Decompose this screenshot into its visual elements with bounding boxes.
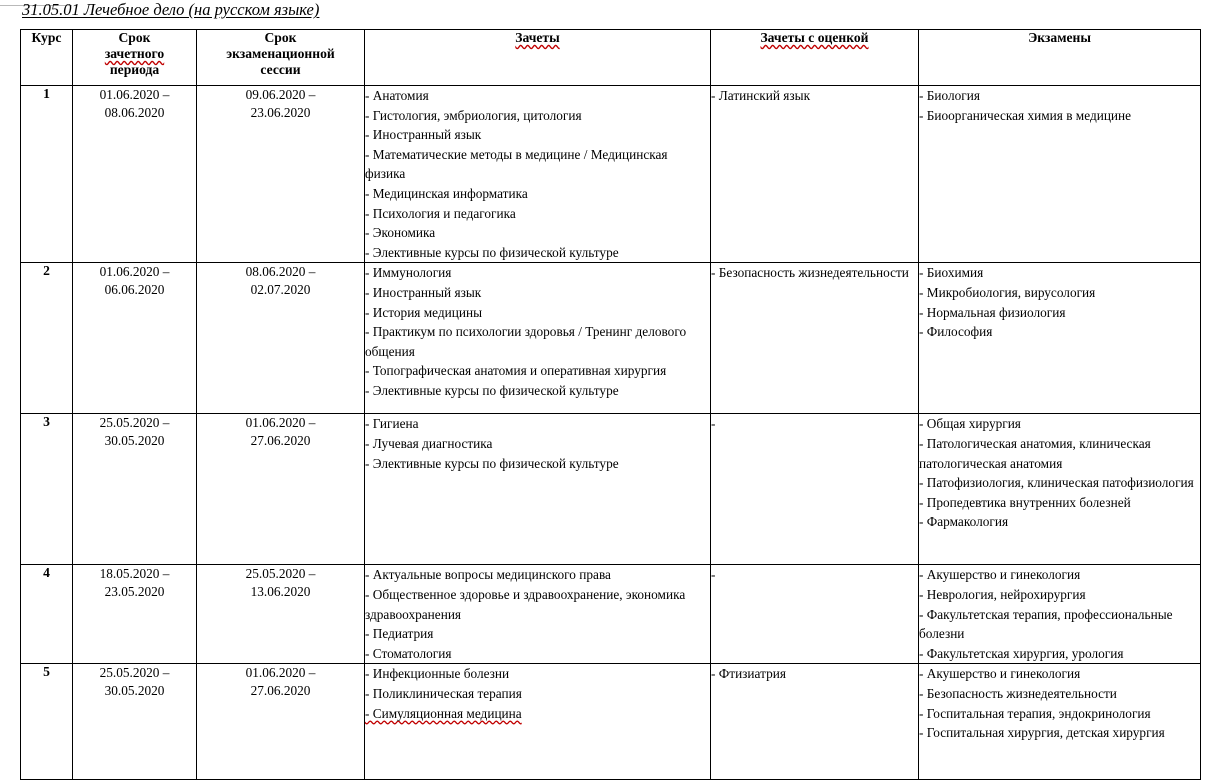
cell-exams (919, 664, 1201, 780)
cell-exams-item: - Госпитальная хирургия, детская хирургия (919, 725, 1165, 741)
cell-exams-item: - Факультетская хирургия, урология (919, 645, 1124, 661)
column-header-credit-period-line1: Срок (118, 30, 151, 45)
cell-exam-session (197, 414, 365, 565)
cell-course: 3 (21, 414, 73, 565)
cell-zachety-item: - Гигиена (365, 416, 419, 432)
credit-period-date: 30.05.2020 (104, 683, 165, 699)
credit-period-date: 25.05.2020 – (99, 415, 170, 431)
cell-zachety-item: - Поликлиническая терапия (365, 685, 522, 701)
column-header-zachety-graded-label: Зачеты с оценкой (760, 30, 869, 45)
table-body (21, 86, 1201, 780)
column-header-course-label: Курс (31, 30, 62, 45)
credit-period-date: 01.06.2020 – (99, 87, 170, 102)
cell-zachety-item: - Медицинская информатика (365, 185, 528, 201)
exam-session-date: 09.06.2020 – (245, 87, 316, 102)
cell-zachety-graded (711, 263, 919, 414)
cell-exam-session (197, 664, 365, 780)
cell-course: 5 (21, 664, 73, 780)
cell-exams-item: - Неврология, нейрохирургия (919, 586, 1086, 602)
cell-exams-item: - Общая хирургия (919, 416, 1021, 432)
cell-zachety-item: - Практикум по психологии здоровья / Тренинг делового общения (365, 324, 687, 359)
cell-course: 2 (21, 263, 73, 414)
cell-exams-item: - Философия (919, 324, 993, 340)
cell-zachety-item-text: - Симуляционная медицина (365, 705, 522, 721)
exam-session-date: 25.05.2020 – (245, 566, 316, 582)
cell-zachety-item: - Иммунология (365, 265, 452, 281)
cell-zachety-graded (711, 664, 919, 780)
cell-exams-item: - Акушерство и гинекология (919, 567, 1081, 583)
cell-zachety (365, 565, 711, 664)
cell-zachety-item: - Общественное здоровье и здравоохранение, экономика здравоохранения (365, 586, 686, 622)
credit-period-date: 25.05.2020 – (99, 665, 170, 681)
cell-zachety-graded (711, 414, 919, 565)
column-header-zachety (365, 30, 711, 86)
column-header-exams (919, 30, 1201, 86)
cell-exams-item: - Биохимия (919, 265, 984, 281)
credit-period-date: 01.06.2020 – (99, 264, 170, 280)
credit-period-date: 18.05.2020 – (99, 566, 170, 582)
cell-course: 4 (21, 565, 73, 664)
cell-zachety-graded-item: - Латинский язык (711, 88, 811, 103)
column-header-course (21, 30, 73, 86)
cell-course: 1 (21, 86, 73, 263)
credit-period-date: 23.05.2020 (104, 584, 165, 600)
page-title: 31.05.01 Лечебное дело (на русском языке) (22, 0, 320, 19)
cell-exam-session (197, 263, 365, 414)
cell-zachety-item: - Математические методы в медицине / Медицинская физика (365, 146, 668, 182)
cell-exams-item: - Патофизиология, клиническая патофизиология (919, 475, 1194, 491)
exam-session-date: 01.06.2020 – (245, 415, 316, 431)
cell-exams (919, 414, 1201, 565)
cell-exams-item: - Биоорганическая химия в медицине (919, 107, 1132, 123)
cell-exams-item: - Акушерство и гинекология (919, 666, 1081, 682)
column-header-exam-session-line1: Срок (264, 30, 297, 45)
cell-zachety-item (365, 704, 710, 724)
table-row (21, 86, 1201, 263)
cell-zachety-item: - Экономика (365, 225, 436, 241)
credit-period-date: 06.06.2020 (104, 282, 165, 298)
cell-zachety-graded (711, 86, 919, 263)
cell-exams-item: - Биология (919, 88, 980, 103)
column-header-zachety-label: Зачеты (515, 30, 560, 45)
cell-zachety-graded-item: - (711, 567, 716, 583)
cell-exam-session (197, 86, 365, 263)
cell-exams-item: - Микробиология, вирусология (919, 284, 1096, 300)
cell-exams-item: - Госпитальная терапия, эндокринология (919, 705, 1151, 721)
cell-exams (919, 263, 1201, 414)
exam-session-date: 01.06.2020 – (245, 665, 316, 681)
cell-zachety-item: - Элективные курсы по физической культуре (365, 382, 619, 398)
table-header (21, 30, 1201, 86)
cell-zachety-item: - Лучевая диагностика (365, 435, 493, 451)
column-header-credit-period-line2: зачетного (104, 46, 165, 61)
credit-period-date: 08.06.2020 (104, 105, 165, 120)
cell-exams (919, 565, 1201, 664)
exam-session-date: 08.06.2020 – (245, 264, 316, 280)
cell-zachety-item: - Элективные курсы по физической культуре (365, 244, 619, 260)
cell-zachety-item: - Гистология, эмбриология, цитология (365, 107, 582, 123)
cell-zachety-graded-item: - Фтизиатрия (711, 666, 786, 682)
cell-zachety-item: - История медицины (365, 304, 483, 320)
column-header-exam-session-line2: экзаменационной (226, 46, 335, 61)
cell-zachety (365, 664, 711, 780)
cell-credit-period (73, 263, 197, 414)
exam-session-date: 27.06.2020 (250, 433, 311, 449)
exam-schedule-table (20, 29, 1201, 780)
cell-credit-period (73, 664, 197, 780)
cell-zachety-item: - Педиатрия (365, 626, 434, 642)
table-header-row (21, 30, 1201, 86)
cell-zachety-item: - Инфекционные болезни (365, 666, 510, 682)
cell-zachety-item: - Психология и педагогика (365, 205, 516, 221)
cell-zachety-item: - Элективные курсы по физической культуре (365, 455, 619, 471)
cell-zachety (365, 263, 711, 414)
cell-exam-session (197, 565, 365, 664)
table-row (21, 263, 1201, 414)
cell-credit-period (73, 414, 197, 565)
table-row (21, 664, 1201, 780)
cell-zachety-item: - Стоматология (365, 645, 452, 661)
cell-zachety-item: - Актуальные вопросы медицинского права (365, 567, 611, 583)
column-header-credit-period-line3: периода (109, 62, 160, 77)
table-row (21, 414, 1201, 565)
exam-session-date: 23.06.2020 (250, 105, 311, 120)
column-header-exam-session-line3: сессии (260, 62, 301, 77)
cell-exams-item: - Безопасность жизнедеятельности (919, 685, 1117, 701)
cell-exams-item: - Фармакология (919, 514, 1009, 530)
credit-period-date: 30.05.2020 (104, 433, 165, 449)
cell-zachety-graded-item: - (711, 416, 716, 432)
exam-session-date: 27.06.2020 (250, 683, 311, 699)
cell-zachety-graded (711, 565, 919, 664)
cell-zachety-item: - Иностранный язык (365, 284, 482, 300)
column-header-zachety-graded (711, 30, 919, 86)
cell-exams-item: - Нормальная физиология (919, 304, 1066, 320)
cell-exams-item: - Пропедевтика внутренних болезней (919, 494, 1131, 510)
exam-session-date: 13.06.2020 (250, 584, 311, 600)
cell-exams-item: - Факультетская терапия, профессиональные болезни (919, 606, 1173, 642)
cell-exams (919, 86, 1201, 263)
cell-zachety-graded-item: - Безопасность жизнедеятельности (711, 265, 909, 281)
column-header-credit-period (73, 30, 197, 86)
cell-zachety-item: - Иностранный язык (365, 127, 482, 143)
column-header-exam-session (197, 30, 365, 86)
exam-session-date: 02.07.2020 (250, 282, 311, 298)
column-header-exams-label: Экзамены (1028, 30, 1091, 45)
cell-credit-period (73, 565, 197, 664)
cell-zachety-item: - Топографическая анатомия и оперативная хирургия (365, 363, 667, 379)
cell-zachety (365, 86, 711, 263)
cell-exams-item: - Патологическая анатомия, клиническая патологическая анатомия (919, 435, 1151, 471)
cell-credit-period (73, 86, 197, 263)
table-row (21, 565, 1201, 664)
cell-zachety-item: - Анатомия (365, 88, 429, 103)
cell-zachety (365, 414, 711, 565)
